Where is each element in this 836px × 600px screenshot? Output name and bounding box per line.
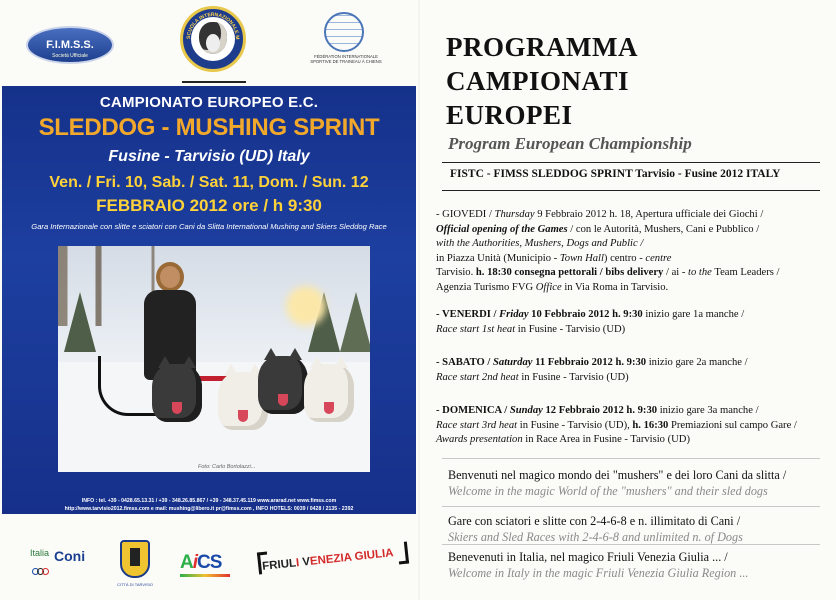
dog [304,364,354,422]
program-title: PROGRAMMA CAMPIONATI EUROPEI [446,32,638,130]
top-logos [0,0,418,90]
olympic-rings-icon [32,568,54,578]
school-ring-text [180,6,246,72]
saturday-block: - SABATO / Saturday 11 Febbraio 2012 h. 9:30 inizio gare 2a manche / Race start 2nd heat in Fusine - Tarvisio (UD) [436,357,748,383]
poster-location: Fusine - Tarvisio (UD) Italy [108,148,310,165]
fist-caption: FÉDÉRATION INTERNATIONALE SPORTIVE DE TRAINEAU À CHIENS [310,54,382,64]
divider [442,190,820,191]
aics-logo: AiCS [180,552,222,573]
poster-title: CAMPIONATO EUROPEO E.C. [99,94,319,111]
fist-logo [310,10,382,70]
poster-race-description: Gara Internazionale con slitte e sciatori con Cani da Slitta International Mushing and Skiers Sleddog Race [31,222,387,231]
fimss-logo [26,26,114,64]
fimss-label: F.I.M.S.S. [46,39,94,51]
svg-text:SCUOLA INTERNAZIONALE MUSHING: SCUOLA INTERNAZIONALE M [185,11,241,40]
sunday-block: - DOMENICA / Sunday 12 Febbraio 2012 h. 9:30 inizio gare 3a manche / Race start 3rd heat in Fusine - Tarvisio (UD), h. 16:30 Premiazioni sul campo Gare / Awards presentation in Race Area in Fusine - Tarvisio (UD) [436,405,797,446]
welcome-line: Benvenuti nel magico mondo dei "mushers" e dei loro Cani da slitta / Welcome in the magic World of the "mushers" and their sled dogs [448,468,787,498]
italia-label: Italia [30,548,50,558]
poster-time: FEBBRAIO 2012 ore / h 9:30 [96,196,322,215]
program-header: FISTC - FIMSS SLEDDOG SPRINT Tarvisio - Fusine 2012 ITALY [450,168,781,180]
poster-info-phones: INFO : tel. +39 - 0428.65.13.31 / +39 - 348.26.85.867 / +39 - 348.37.45.119 www.ararad.net www.fimss.com [81,498,337,504]
welcome-line: Benevenuti in Italia, nel magico Friuli Venezia Giulia ... / Welcome in Italy in the magic Friuli Venezia Giulia Region ... [448,550,749,580]
friday-block: - VENERDI / Friday 10 Febbraio 2012 h. 9:30 inizio gare 1a manche / Race start 1st heat in Fusine - Tarvisio (UD) [436,309,745,335]
sled-icon [182,75,246,83]
friuli-venezia-giulia-logo: FRIULI VENEZIA GIULIA [261,547,395,573]
tarvisio-label: CITTÀ DI TARVISIO [116,582,153,587]
divider [442,162,820,163]
sled-dog-photo [58,246,370,472]
globe-icon [324,12,364,52]
poster-headline: SLEDDOG - MUSHING SPRINT [38,114,380,141]
dog [258,356,308,414]
coni-logo: Coni [54,548,86,564]
event-poster [2,86,416,514]
program-subtitle: Program European Championship [448,134,692,153]
tarvisio-crest-icon [120,540,150,578]
welcome-line: Gare con sciatori e slitte con 2-4-6-8 e n. illimitato di Cani / Skiers and Sled Races with 2-4-6-8 and unlimited n. of Dogs [448,514,743,544]
poster-dates: Ven. / Fri. 10, Sab. / Sat. 11, Dom. / Sun. 12 [49,174,369,191]
poster-info-web: http://www.tarvisio2012.fimss.com e mail: mushing@libero.it pr@fimss.com , INFO HOTELS: 0039 / 0428 / 2135 - 2392 [64,506,354,512]
photo-credit: Foto: Carlo Bortolazzi... [198,464,256,470]
dog [152,364,202,422]
fimss-sub: Società Ufficiale [52,53,88,59]
thursday-block: - GIOVEDI / Thursday 9 Febbraio 2012 h. 18, Apertura ufficiale dei Giochi / Official opening of the Games / con le Autorità, Mushers, Cani e Pubblico / with the Authorities, Mushers, Dogs and Public / in Piazza Unità (Municipio - Town Hall) centro - centre Tarvisio. h. 18:30 consegna pettorali / bibs delivery / ai - to the Team Leaders / Agenzia Turismo FVG Office in Via Roma in Tarvisio. [436,209,780,293]
program-page [420,0,836,600]
sponsor-logos [0,518,418,600]
